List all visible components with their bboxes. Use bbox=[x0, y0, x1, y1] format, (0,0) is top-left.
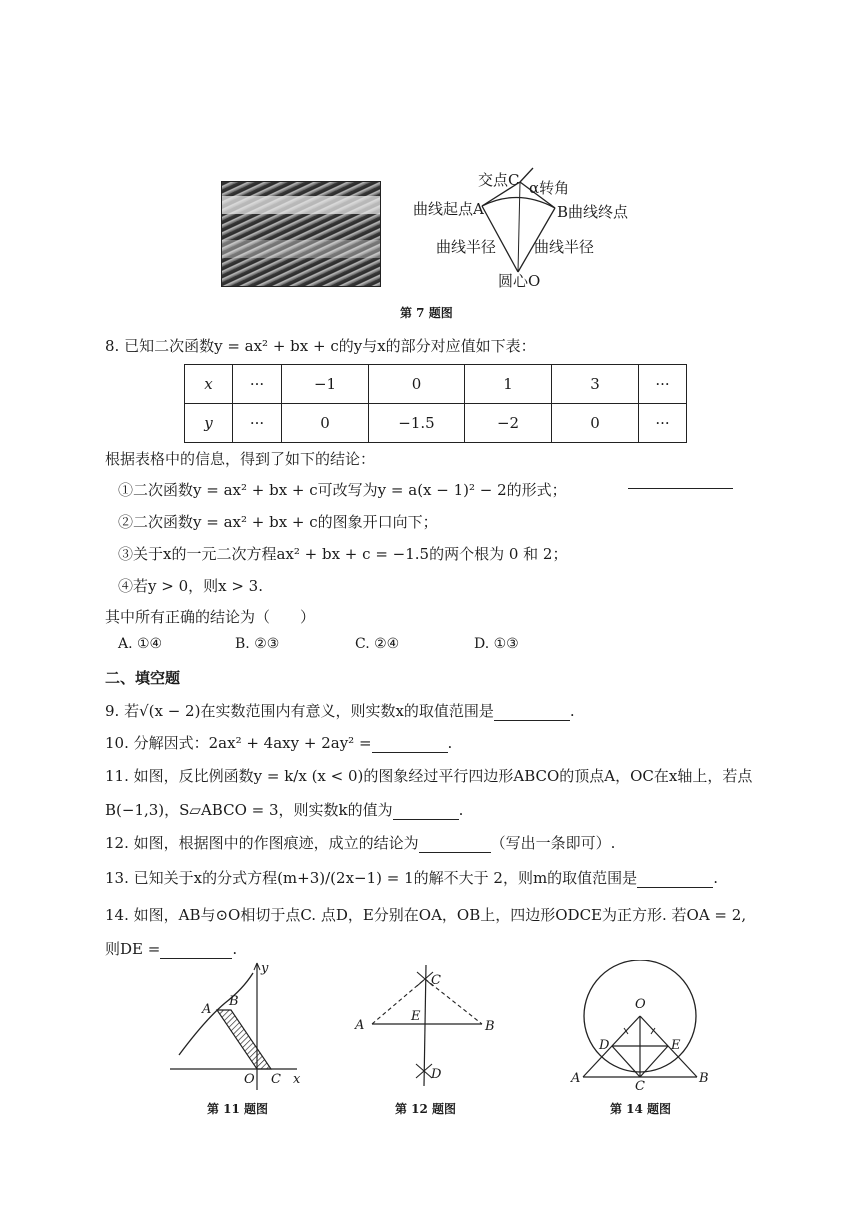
caption-fig11: 第 11 题图 bbox=[207, 1102, 269, 1116]
fig12-label-e: E bbox=[411, 1009, 421, 1024]
fig12-label-a: A bbox=[355, 1018, 365, 1033]
fig11-diagram bbox=[165, 955, 310, 1095]
option-a[interactable]: A. ①④ bbox=[118, 636, 163, 652]
q11-line2 bbox=[105, 799, 463, 820]
q11-answer-blank[interactable] bbox=[393, 819, 459, 820]
viaduct-photo bbox=[221, 181, 381, 287]
parallelogram-abco bbox=[217, 1010, 271, 1069]
q12-answer-blank[interactable] bbox=[419, 852, 491, 853]
fig14-label-c: C bbox=[635, 1079, 645, 1090]
fig12-label-b: B bbox=[485, 1019, 495, 1034]
fig11-label-a: A bbox=[202, 1002, 212, 1017]
q11-end: . bbox=[458, 801, 464, 819]
q8-stem: 8. 已知二次函数y = ax² + bx + c的y与x的部分对应值如下表： bbox=[105, 337, 536, 355]
segment-dc bbox=[612, 1046, 640, 1077]
table-cell: ··· bbox=[639, 365, 687, 404]
table-row-y bbox=[185, 404, 687, 443]
stray-line bbox=[628, 488, 733, 489]
q8-conclusion-2: ②二次函数y = ax² + bx + c的图象开口向下； bbox=[118, 513, 438, 531]
fig12-diagram bbox=[345, 960, 510, 1090]
table-cell: −1 bbox=[282, 365, 369, 404]
q10-stem: 10. 分解因式：2ax² + 4axy + 2ay² = bbox=[105, 734, 372, 752]
q8-question: 其中所有正确的结论为（ ） bbox=[105, 608, 316, 626]
q8-lead: 根据表格中的信息，得到了如下的结论： bbox=[105, 450, 376, 468]
q8-conclusion-4: ④若y > 0，则x > 3. bbox=[118, 577, 263, 595]
q13-end: . bbox=[713, 869, 718, 887]
q13-stem: 13. 已知关于x的分式方程(m+3)/(2x−1) = 1的解不大于 2，则m的取值范围是 bbox=[105, 869, 638, 887]
segment-ec bbox=[640, 1046, 668, 1077]
value-table bbox=[184, 364, 687, 443]
fig11-label-b: B bbox=[229, 994, 239, 1009]
table-head-x: x bbox=[185, 365, 233, 404]
fig12-label-c: C bbox=[431, 973, 441, 988]
q14-stem: 则DE = bbox=[105, 940, 161, 958]
table-cell: 3 bbox=[552, 365, 639, 404]
table-cell: −2 bbox=[465, 404, 552, 443]
option-d[interactable]: D. ①③ bbox=[474, 636, 519, 652]
fig14-label-b: B bbox=[699, 1071, 709, 1086]
label-intersection-c: 交点C bbox=[478, 171, 520, 189]
fig14-label-a: A bbox=[571, 1071, 581, 1086]
q9-answer-blank[interactable] bbox=[494, 720, 570, 721]
fig14-diagram bbox=[565, 960, 715, 1090]
q10-text bbox=[105, 732, 452, 753]
table-cell: 0 bbox=[282, 404, 369, 443]
q11-line1: 11. 如图，反比例函数y = k/x (x < 0)的图象经过平行四边形ABCO的顶点A，OC在x轴上，若点 bbox=[105, 767, 753, 785]
caption-fig12: 第 12 题图 bbox=[395, 1102, 457, 1116]
table-row-x bbox=[185, 365, 687, 404]
fig14-label-e: E bbox=[671, 1038, 681, 1053]
q9-stem: 9. 若√(x − 2)在实数范围内有意义，则实数x的取值范围是 bbox=[105, 702, 494, 720]
q14-end: . bbox=[232, 940, 238, 958]
table-cell: 0 bbox=[369, 365, 465, 404]
table-cell: 0 bbox=[552, 404, 639, 443]
q13-answer-blank[interactable] bbox=[637, 887, 713, 888]
option-c[interactable]: C. ②④ bbox=[355, 636, 400, 652]
table-head-y: y bbox=[185, 404, 233, 443]
label-start-a: 曲线起点A bbox=[413, 200, 484, 218]
table-cell: ··· bbox=[639, 404, 687, 443]
q8-conclusion-3: ③关于x的一元二次方程ax² + bx + c = −1.5的两个根为 0 和 2； bbox=[118, 545, 568, 563]
label-radius-right: 曲线半径 bbox=[534, 238, 595, 256]
caption-fig14: 第 14 题图 bbox=[610, 1102, 672, 1116]
q12-text bbox=[105, 832, 615, 853]
q8-conclusion-1: ①二次函数y = ax² + bx + c可改写为y = a(x − 1)² − 2的形式； bbox=[118, 481, 567, 499]
section-title: 二、填空题 bbox=[105, 669, 181, 687]
fig14-label-o: O bbox=[635, 997, 646, 1012]
q9-text bbox=[105, 700, 575, 721]
perpendicular-bisector bbox=[424, 965, 426, 1086]
fig11-label-c: C bbox=[271, 1072, 281, 1087]
q14-line1: 14. 如图，AB与⊙O相切于点C. 点D，E分别在OA，OB上，四边形ODCE为正方形. 若OA = 2, bbox=[105, 906, 747, 924]
q9-end: . bbox=[569, 702, 575, 720]
label-center-o: 圆心O bbox=[498, 272, 541, 290]
label-radius-left: 曲线半径 bbox=[436, 238, 497, 256]
q10-end: . bbox=[447, 734, 453, 752]
q12-stem: 12. 如图，根据图中的作图痕迹，成立的结论为 bbox=[105, 834, 419, 852]
option-b[interactable]: B. ②③ bbox=[235, 636, 280, 652]
table-cell: −1.5 bbox=[369, 404, 465, 443]
fig11-label-y: y bbox=[261, 961, 269, 976]
label-end-b: B曲线终点 bbox=[557, 203, 629, 221]
fig11-label-o: O bbox=[244, 1072, 255, 1087]
fig12-label-d: D bbox=[431, 1067, 442, 1082]
line-co bbox=[518, 182, 520, 272]
label-turn-angle: α转角 bbox=[529, 179, 570, 197]
fig14-label-d: D bbox=[599, 1038, 610, 1053]
table-cell: ··· bbox=[233, 365, 282, 404]
caption-fig7: 第 7 题图 bbox=[400, 306, 453, 320]
q10-answer-blank[interactable] bbox=[372, 752, 448, 753]
q11-stem: B(−1,3)，S▱ABCO = 3，则实数k的值为 bbox=[105, 801, 393, 819]
q12-end: （写出一条即可）. bbox=[490, 834, 616, 852]
fig11-label-x: x bbox=[293, 1072, 301, 1087]
q13-text bbox=[105, 867, 718, 888]
table-cell: 1 bbox=[465, 365, 552, 404]
table-cell: ··· bbox=[233, 404, 282, 443]
